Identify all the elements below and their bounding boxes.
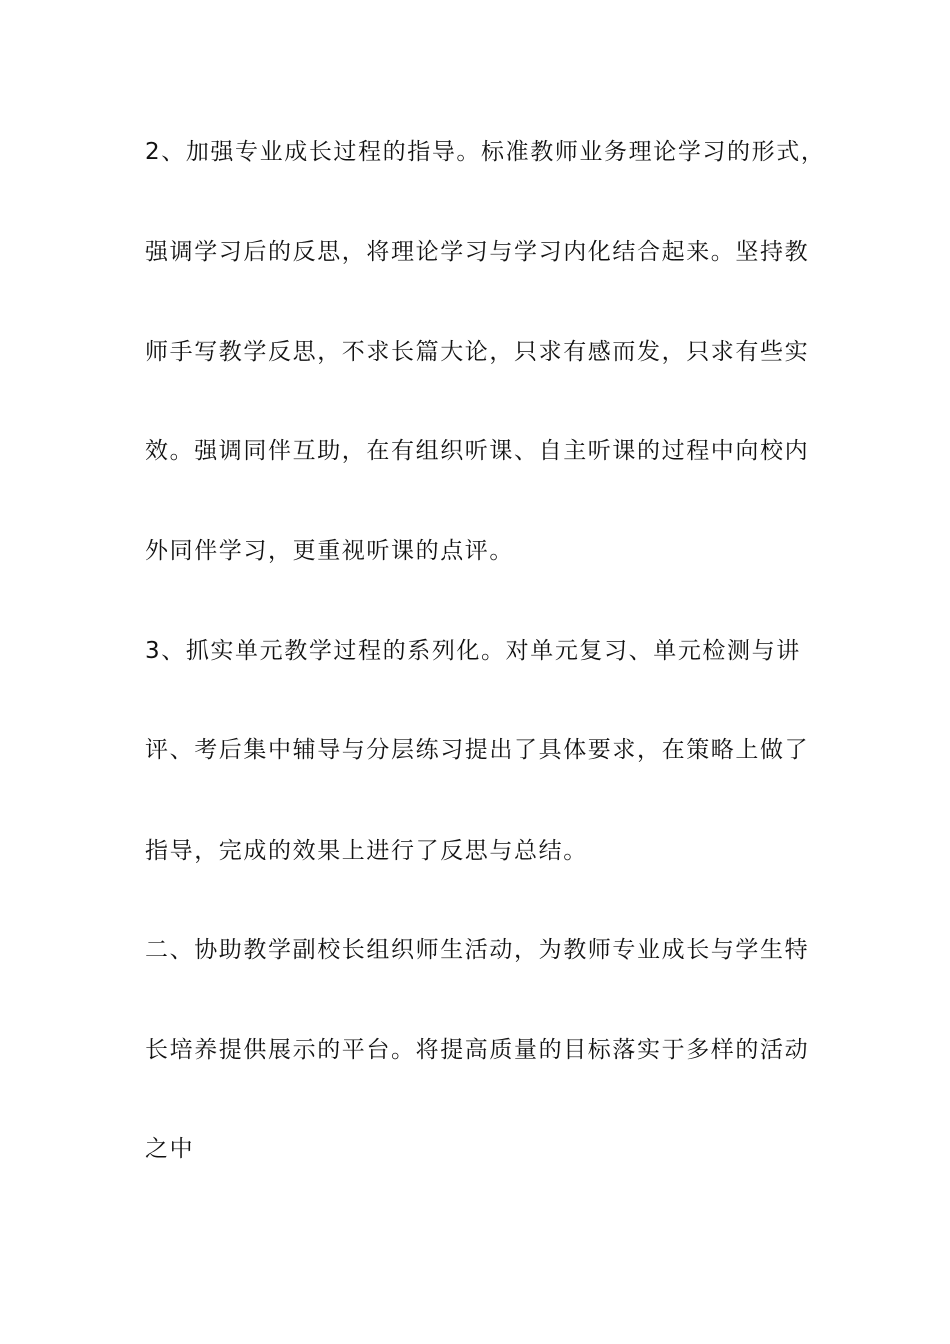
text-line: 强调学习后的反思，将理论学习与学习内化结合起来。坚持教 <box>145 239 810 265</box>
text-line: 长培养提供展示的平台。将提高质量的目标落实于多样的活动 <box>145 1037 810 1063</box>
text-line: 2、加强专业成长过程的指导。标准教师业务理论学习的形式， <box>145 139 826 165</box>
text-line: 二、协助教学副校长组织师生活动，为教师专业成长与学生特 <box>145 937 810 963</box>
text-line: 评、考后集中辅导与分层练习提出了具体要求，在策略上做了 <box>145 737 810 763</box>
text-line: 效。强调同伴互助，在有组织听课、自主听课的过程中向校内 <box>145 438 810 464</box>
text-line: 外同伴学习，更重视听课的点评。 <box>145 538 514 564</box>
text-line: 师手写教学反思，不求长篇大论，只求有感而发，只求有些实 <box>145 339 810 365</box>
text-line: 3、抓实单元教学过程的系列化。对单元复习、单元检测与讲 <box>145 638 801 664</box>
text-line: 之中 <box>145 1136 195 1162</box>
text-line: 指导，完成的效果上进行了反思与总结。 <box>145 838 588 864</box>
